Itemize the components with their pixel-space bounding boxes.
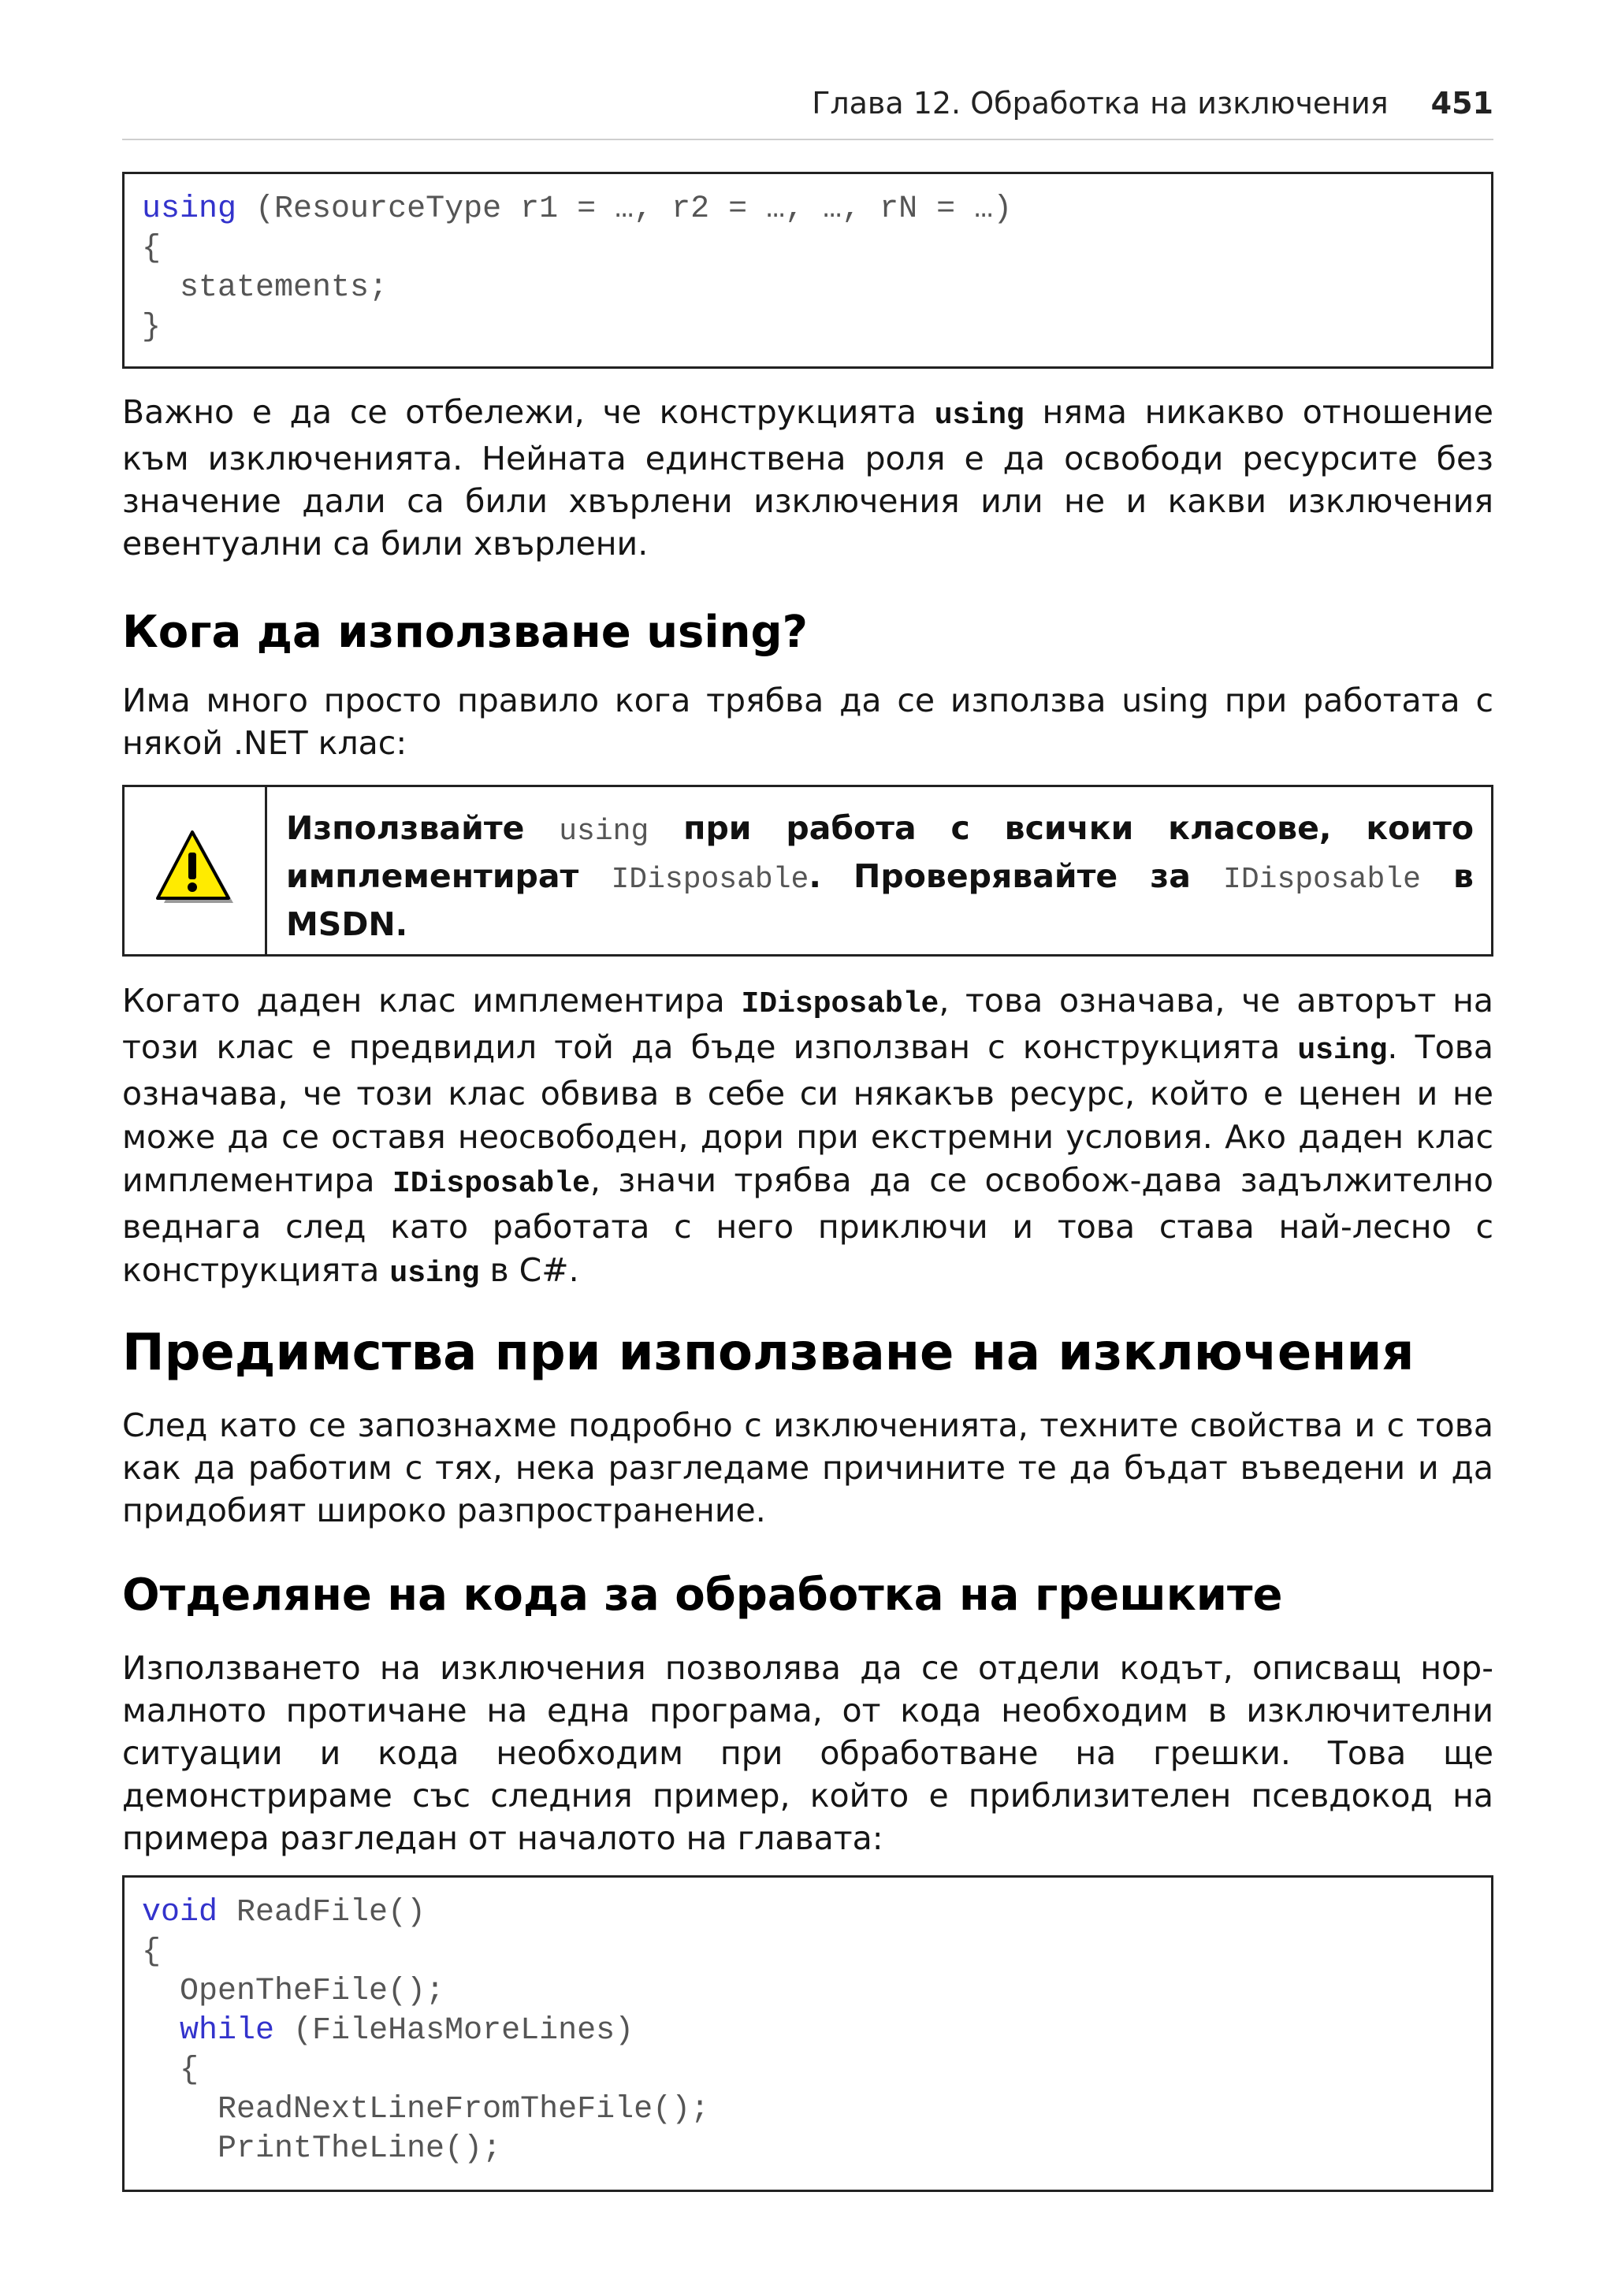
code-block-readfile bbox=[122, 1875, 1493, 2192]
paragraph-advantages-intro: След като се запознахме подробно с изключенията, техните свойства и с това как да работим с тях, нека разгледаме причините те да бъдат въведени и да придобият широко разпространение. bbox=[122, 1406, 1493, 1529]
text-run: . Проверявайте за bbox=[809, 857, 1224, 895]
code-text: ReadNextLineFromTheFile(); bbox=[142, 2092, 710, 2127]
code-text: } bbox=[142, 310, 162, 345]
inline-code: IDisposable bbox=[741, 987, 939, 1021]
inline-code: IDisposable bbox=[1223, 863, 1421, 897]
code-text: { bbox=[142, 2053, 199, 2088]
inline-code: IDisposable bbox=[392, 1167, 590, 1201]
inline-code: using bbox=[389, 1257, 480, 1291]
text-run: в MSDN. bbox=[286, 857, 1474, 943]
running-header bbox=[122, 84, 1493, 140]
text-run: Когато даден клас имплементира bbox=[122, 982, 742, 1020]
warning-icon-cell bbox=[125, 787, 267, 954]
code-text: { bbox=[142, 231, 162, 266]
section-heading: Кога да използване using? bbox=[122, 607, 809, 658]
code-text: (ResourceType r1 = …, r2 = …, …, rN = …) bbox=[236, 191, 1013, 227]
code-text: statements; bbox=[142, 270, 389, 306]
text-run: Важно е да се отбележи, че конструкцията bbox=[122, 393, 935, 431]
chapter-title: Глава 12. Обработка на изключения bbox=[812, 86, 1389, 121]
paragraph-separating-code: Използването на изключения позволява да се отдели кодът, описващ нор-малното протичане на една програма, от кода необходим в изключителни ситуации и кода необходим при обработване на грешки. Това ще демонстрираме със следния пример, който е приблизителен псевдокод на примера разгледан от началото на главата: bbox=[122, 1649, 1493, 1857]
warning-icon bbox=[151, 827, 238, 914]
text-run: Използвайте bbox=[286, 809, 560, 847]
code-keyword: while bbox=[180, 2013, 275, 2049]
text-run: в C#. bbox=[479, 1251, 579, 1289]
paragraph-rule-intro: Има много просто правило кога трябва да се използва using при работата с някой .NET клас: bbox=[122, 682, 1493, 762]
text-run: при работа с всички класове, които имплементират bbox=[286, 809, 1474, 895]
text-run: , значи трябва да се освобож-дава задължително веднага след като работата с него приключи и това става най-лесно с конструкцията bbox=[122, 1161, 1493, 1289]
inline-code: using bbox=[1297, 1034, 1388, 1068]
code-keyword: void bbox=[142, 1895, 218, 1930]
code-block-using-syntax bbox=[122, 172, 1493, 369]
warning-box bbox=[122, 785, 1493, 957]
code-text: { bbox=[142, 1934, 162, 1970]
text-run: няма никакво отношение към изключенията. Нейната единствена роля е да освободи ресурсите без значение дали са били хвърлени изключения или не и какви изключения евентуални са били хвърлени. bbox=[122, 393, 1493, 563]
inline-code: IDisposable bbox=[611, 863, 809, 897]
inline-code: using bbox=[559, 815, 649, 849]
text-run: , това означава, че авторът на този клас е предвидил той да бъде използван с конструкцията bbox=[122, 982, 1493, 1066]
chapter-section-heading: Предимства при използване на изключения bbox=[122, 1324, 1415, 1382]
code-text: ReadFile() bbox=[218, 1895, 426, 1930]
paragraph-idisposable bbox=[122, 979, 1493, 1295]
warning-text bbox=[267, 787, 1491, 954]
code-text: OpenTheFile(); bbox=[142, 1974, 445, 2009]
subsection-heading: Отделяне на кода за обработка на грешките bbox=[122, 1570, 1283, 1621]
code-keyword: using bbox=[142, 191, 237, 227]
inline-code: using bbox=[934, 399, 1025, 433]
text-run: . Това означава, че този клас обвива в себе си някакъв ресурс, който е ценен и не може да се оставя неосвободен, дори при екстремни условия. Ако даден клас имплементира bbox=[122, 1028, 1493, 1199]
code-text: PrintTheLine(); bbox=[142, 2131, 502, 2167]
page-number: 451 bbox=[1430, 86, 1493, 121]
code-text bbox=[142, 2013, 180, 2049]
code-text: (FileHasMoreLines) bbox=[274, 2013, 634, 2049]
paragraph-using-note bbox=[122, 391, 1493, 565]
